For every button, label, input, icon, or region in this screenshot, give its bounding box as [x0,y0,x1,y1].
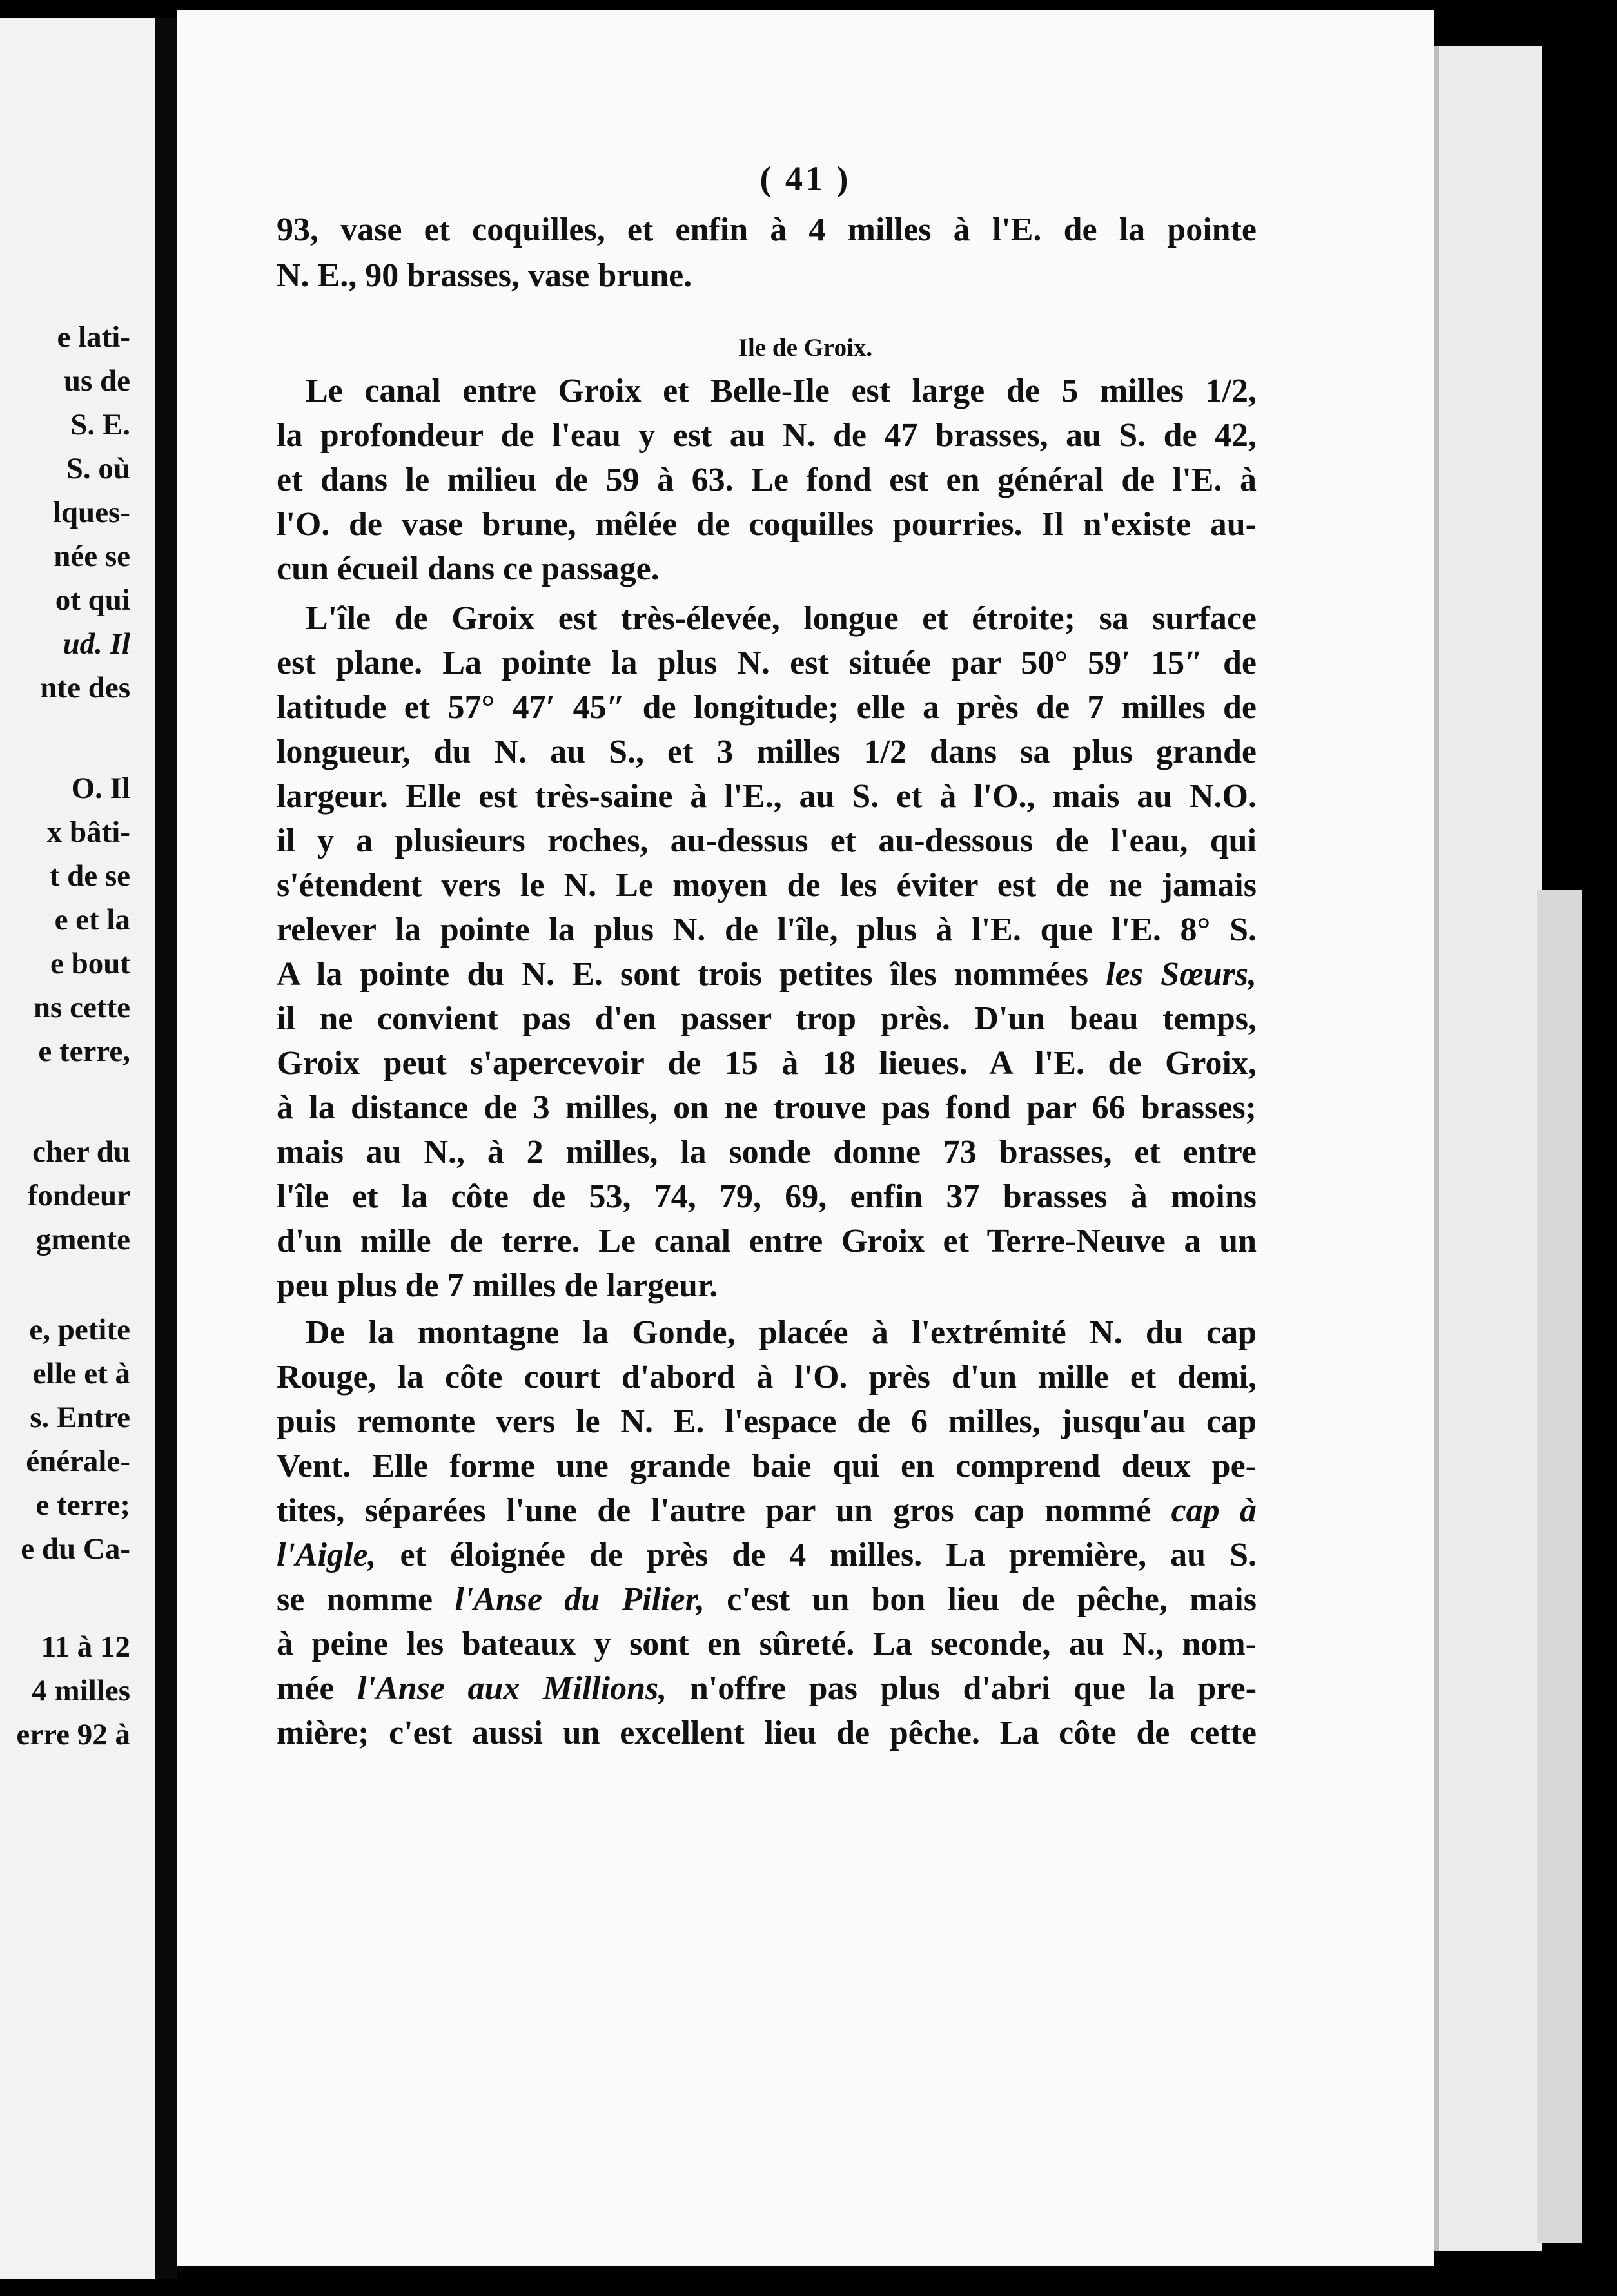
left-page-line: e bout [50,947,130,980]
text-line [306,1310,1257,1356]
text-run: relever la pointe la plus N. de l'île, plus à l'E. que l'E. 8° S. [277,911,1257,948]
text-run: l'île et la côte de 53, 74, 79, 69, enfin 37 brasses à moins [277,1178,1257,1215]
italic-phrase: l'Anse aux Millions, [357,1670,667,1707]
text-run: d'un mille de terre. Le canal entre Groix et Terre-Neuve a un [277,1223,1257,1260]
text-line [277,908,1257,953]
left-page-line: s. Entre [30,1401,130,1434]
text-run: la profondeur de l'eau y est au N. de 47 brasses, au S. de 42, [277,417,1257,454]
text-line [277,1130,1257,1175]
page-number: ( 41 ) [760,159,851,198]
text-run: 93, vase et coquilles, et enfin à 4 milles à l'E. de la pointe [277,211,1257,248]
left-page-line: gmente [35,1223,130,1256]
text-run: Le canal entre Groix et Belle-Ile est large de 5 milles 1/2, [306,373,1257,409]
text-line [277,1577,1257,1622]
text-run: est plane. La pointe la plus N. est située par 50° 59′ 15″ de [277,645,1257,681]
page-gutter [155,18,177,2279]
text-run: tites, séparées l'une de l'autre par un gros cap nommé [277,1492,1171,1529]
text-run: et éloignée de près de 4 milles. La première, au S. [376,1537,1257,1573]
text-line [306,596,1257,641]
text-line [277,1355,1257,1400]
text-line [277,1174,1257,1220]
previous-page-fragment [0,18,155,2279]
text-run: De la montagne la Gonde, placée à l'extrémité N. du cap [306,1314,1257,1351]
text-run: à la distance de 3 milles, on ne trouve pas fond par 66 brasses; [277,1089,1257,1126]
text-run: se nomme [277,1581,455,1618]
text-line [277,547,1257,592]
left-page-line: S. E. [70,408,130,442]
left-page-line: us de [63,364,130,398]
text-run: Rouge, la côte court d'abord à l'O. près d'un mille et demi, [277,1359,1257,1396]
left-page-line: ud. Il [63,627,130,661]
italic-phrase: l'Anse du Pilier, [455,1581,705,1618]
book-page [177,10,1434,2266]
text-line [277,730,1257,775]
text-line [277,685,1257,730]
text-line [277,458,1257,503]
left-page-line: e, petite [29,1313,130,1347]
left-page-line: e lati- [57,320,130,354]
text-line [277,1488,1257,1533]
text-line [277,952,1257,997]
left-page-line: e et la [54,903,130,937]
text-line [277,208,1257,253]
text-run: Vent. Elle forme une grande baie qui en comprend deux pe- [277,1448,1257,1484]
text-line [277,1085,1257,1131]
italic-phrase: cap à [1171,1492,1257,1529]
text-run: mée [277,1670,358,1707]
text-run: il ne convient pas d'en passer trop près. D'un beau temps, [277,1000,1257,1037]
italic-phrase: l'Aigle, [277,1537,377,1573]
text-run: il y a plusieurs roches, au-dessus et au-dessous de l'eau, qui [277,822,1257,859]
text-line [277,1219,1257,1264]
text-line [277,1399,1257,1445]
italic-phrase: les Sœurs, [1106,956,1257,993]
left-page-line: 4 milles [32,1674,130,1707]
text-run: puis remonte vers le N. E. l'espace de 6 milles, jusqu'au cap [277,1403,1257,1440]
left-page-line: ot qui [55,583,130,617]
text-line [277,1263,1257,1309]
text-line [277,253,1257,298]
left-page-line: nte des [40,671,130,705]
left-page-line: erre 92 à [16,1718,130,1751]
text-line [277,1533,1257,1578]
left-page-line: cher du [32,1135,130,1169]
left-page-line: fondeur [27,1179,130,1212]
text-line [277,774,1257,819]
left-page-line: O. Il [71,772,130,805]
left-page-line: x bâti- [46,815,130,849]
text-run: mais au N., à 2 milles, la sonde donne 73 brasses, et entre [277,1134,1257,1171]
text-run: L'île de Groix est très-élevée, longue et étroite; sa surface [306,600,1257,637]
text-run: et dans le milieu de 59 à 63. Le fond est en général de l'E. à [277,462,1257,498]
page-edge-strip [1537,890,1582,2243]
text-run: A la pointe du N. E. sont trois petites îles nommées [277,956,1106,993]
left-page-line: lques- [52,496,130,529]
text-line [277,1666,1257,1711]
left-page-line: e terre, [38,1035,130,1068]
text-line [306,369,1257,414]
text-line [277,819,1257,864]
page-edge-right [1434,46,1542,2251]
left-page-line: énérale- [26,1445,130,1478]
text-run: c'est un bon lieu de pêche, mais [704,1581,1257,1618]
left-page-line: elle et à [32,1357,130,1390]
text-run: largeur. Elle est très-saine à l'E., au S. et à l'O., mais au N.O. [277,778,1257,815]
text-line [277,1444,1257,1489]
text-line [277,863,1257,908]
left-page-line: e du Ca- [21,1532,130,1566]
text-line [277,413,1257,458]
text-line [277,997,1257,1042]
text-line [277,1041,1257,1086]
left-page-line: S. où [66,452,130,485]
text-run: l'O. de vase brune, mêlée de coquilles pourries. Il n'existe au- [277,506,1257,543]
section-heading [177,326,1434,371]
left-page-line: 11 à 12 [41,1630,130,1664]
text-line [277,502,1257,547]
text-run: mière; c'est aussi un excellent lieu de pêche. La côte de cette [277,1715,1257,1751]
left-page-line: t de se [49,859,130,893]
text-run: s'étendent vers le N. Le moyen de les éviter est de ne jamais [277,867,1257,904]
text-run: Groix peut s'apercevoir de 15 à 18 lieues. A l'E. de Groix, [277,1045,1257,1082]
left-page-line: née se [54,540,130,573]
text-run: peu plus de 7 milles de largeur. [277,1267,718,1304]
text-line [277,641,1257,686]
text-run: longueur, du N. au S., et 3 milles 1/2 dans sa plus grande [277,734,1257,770]
left-page-line: e terre; [35,1488,130,1522]
text-run: N. E., 90 brasses, vase brune. [277,257,692,294]
text-run: à peine les bateaux y sont en sûreté. La seconde, au N., nom- [277,1626,1257,1662]
text-run: cun écueil dans ce passage. [277,550,660,587]
text-run: latitude et 57° 47′ 45″ de longitude; elle a près de 7 milles de [277,689,1257,726]
text-run: Ile de Groix. [738,334,873,362]
text-line [277,1711,1257,1756]
text-line [277,1622,1257,1667]
left-page-line: ns cette [33,991,130,1024]
text-run: n'offre pas plus d'abri que la pre- [667,1670,1257,1707]
